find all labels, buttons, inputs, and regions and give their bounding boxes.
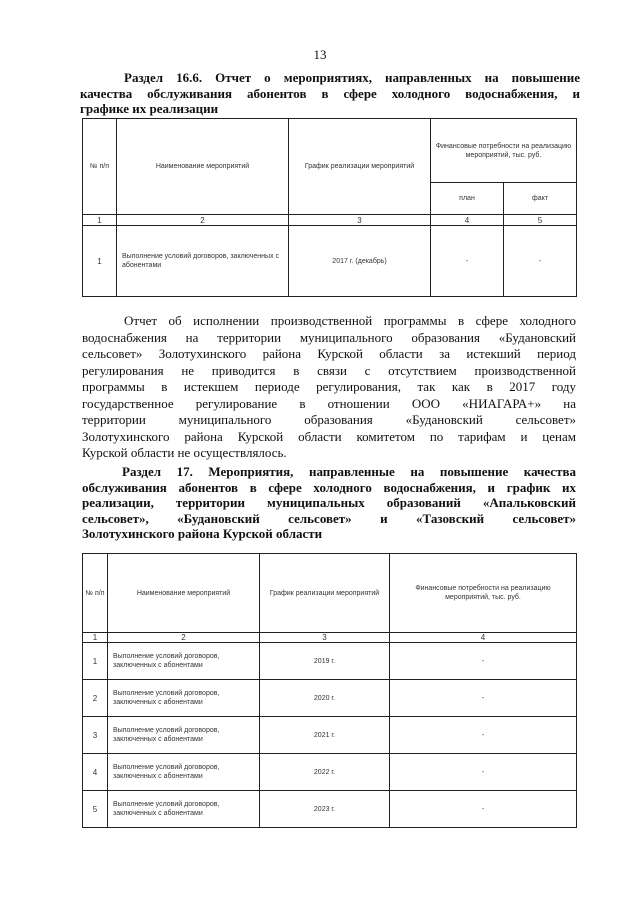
header-num: № п/п xyxy=(83,119,117,215)
paragraph-line: Золотухинского района Курской области комитетом по тарифам и ценам xyxy=(82,428,576,444)
column-number: 4 xyxy=(390,633,577,643)
paragraph-line: сельсовет» Золотухинского района Курской области за истекший период xyxy=(82,346,576,361)
heading-line: графике их реализации xyxy=(80,101,219,116)
row-num: 4 xyxy=(83,754,108,791)
column-number: 1 xyxy=(83,633,108,643)
row-num: 3 xyxy=(83,717,108,754)
row-name: Выполнение условий договоров, заключенных с абонентами xyxy=(108,754,260,791)
row-schedule: 2021 г. xyxy=(260,717,390,754)
column-number: 4 xyxy=(431,215,504,226)
row-finance: - xyxy=(390,791,577,828)
row-schedule: 2019 г. xyxy=(260,643,390,680)
paragraph-line: водоснабжения на территории муниципального образования «Будановский xyxy=(82,329,576,345)
row-name: Выполнение условий договоров, заключенных с абонентами xyxy=(108,643,260,680)
heading-line: Золотухинского района Курской области xyxy=(82,526,323,541)
column-number: 2 xyxy=(108,633,260,643)
row-schedule: 2022 г. xyxy=(260,754,390,791)
paragraph-line: Курской области не осуществлялось. xyxy=(82,445,287,460)
heading-line: Раздел 17. Мероприятия, направленные на повышение качества xyxy=(122,464,576,479)
section-16-6-heading xyxy=(80,70,580,117)
header-plan: план xyxy=(431,183,504,215)
section-17-table xyxy=(82,553,577,828)
row-num: 5 xyxy=(83,791,108,828)
row-finance: - xyxy=(390,680,577,717)
row-finance: - xyxy=(390,717,577,754)
row-num: 2 xyxy=(83,680,108,717)
report-paragraph xyxy=(82,313,576,462)
row-schedule: 2023 г. xyxy=(260,791,390,828)
paragraph-line: программы в истекшем периоде регулирования, так как в 2017 году xyxy=(82,379,576,394)
table-row xyxy=(83,680,577,717)
heading-line: качества обслуживания абонентов в сфере холодного водоснабжения, и xyxy=(80,85,580,101)
header-name: Наименование мероприятий xyxy=(117,119,289,215)
row-schedule: 2017 г. (декабрь) xyxy=(289,226,431,297)
header-schedule: График реализации мероприятий xyxy=(260,554,390,633)
heading-line: Раздел 16.6. Отчет о мероприятиях, направленных на повышение xyxy=(124,70,580,85)
table-row xyxy=(83,643,577,680)
section-17-heading xyxy=(82,464,576,542)
header-schedule: График реализации мероприятий xyxy=(289,119,431,215)
heading-line: сельсовет», «Будановский сельсовет» и «Тазовский сельсовет» xyxy=(82,510,576,526)
heading-line: обслуживания абонентов в сфере холодного водоснабжения, и график их xyxy=(82,479,576,495)
paragraph-line: регулирования не приводится в связи с отсутствием производственной xyxy=(82,362,576,378)
row-num: 1 xyxy=(83,643,108,680)
row-name: Выполнение условий договоров, заключенных с абонентами xyxy=(117,226,289,297)
section-16-6-table xyxy=(82,118,577,297)
row-schedule: 2020 г. xyxy=(260,680,390,717)
paragraph-line: государственное регулирование в отношении ООО «НИАГАРА+» на xyxy=(82,395,576,411)
column-number: 3 xyxy=(289,215,431,226)
column-number: 3 xyxy=(260,633,390,643)
header-fact: факт xyxy=(504,183,577,215)
paragraph-line: территории муниципального образования «Будановский сельсовет» xyxy=(82,412,576,427)
table-row xyxy=(83,226,577,297)
table-row xyxy=(83,754,577,791)
header-finance: Финансовые потребности на реализацию мероприятий, тыс. руб. xyxy=(390,554,577,633)
row-name: Выполнение условий договоров, заключенных с абонентами xyxy=(108,717,260,754)
row-name: Выполнение условий договоров, заключенных с абонентами xyxy=(108,791,260,828)
paragraph-line: Отчет об исполнении производственной программы в сфере холодного xyxy=(124,313,576,328)
column-number: 1 xyxy=(83,215,117,226)
row-finance: - xyxy=(390,754,577,791)
column-number: 2 xyxy=(117,215,289,226)
table-row xyxy=(83,791,577,828)
heading-line: реализации, территории муниципальных образований «Апальковский xyxy=(82,495,576,510)
row-finance: - xyxy=(390,643,577,680)
row-num: 1 xyxy=(83,226,117,297)
column-number: 5 xyxy=(504,215,577,226)
header-finance: Финансовые потребности на реализацию мероприятий, тыс. руб. xyxy=(431,119,577,183)
header-name: Наименование мероприятий xyxy=(108,554,260,633)
table-row xyxy=(83,717,577,754)
row-fact: - xyxy=(504,226,577,297)
row-name: Выполнение условий договоров, заключенных с абонентами xyxy=(108,680,260,717)
row-plan: - xyxy=(431,226,504,297)
page-number: 13 xyxy=(313,47,327,62)
header-num: № п/п xyxy=(83,554,108,633)
